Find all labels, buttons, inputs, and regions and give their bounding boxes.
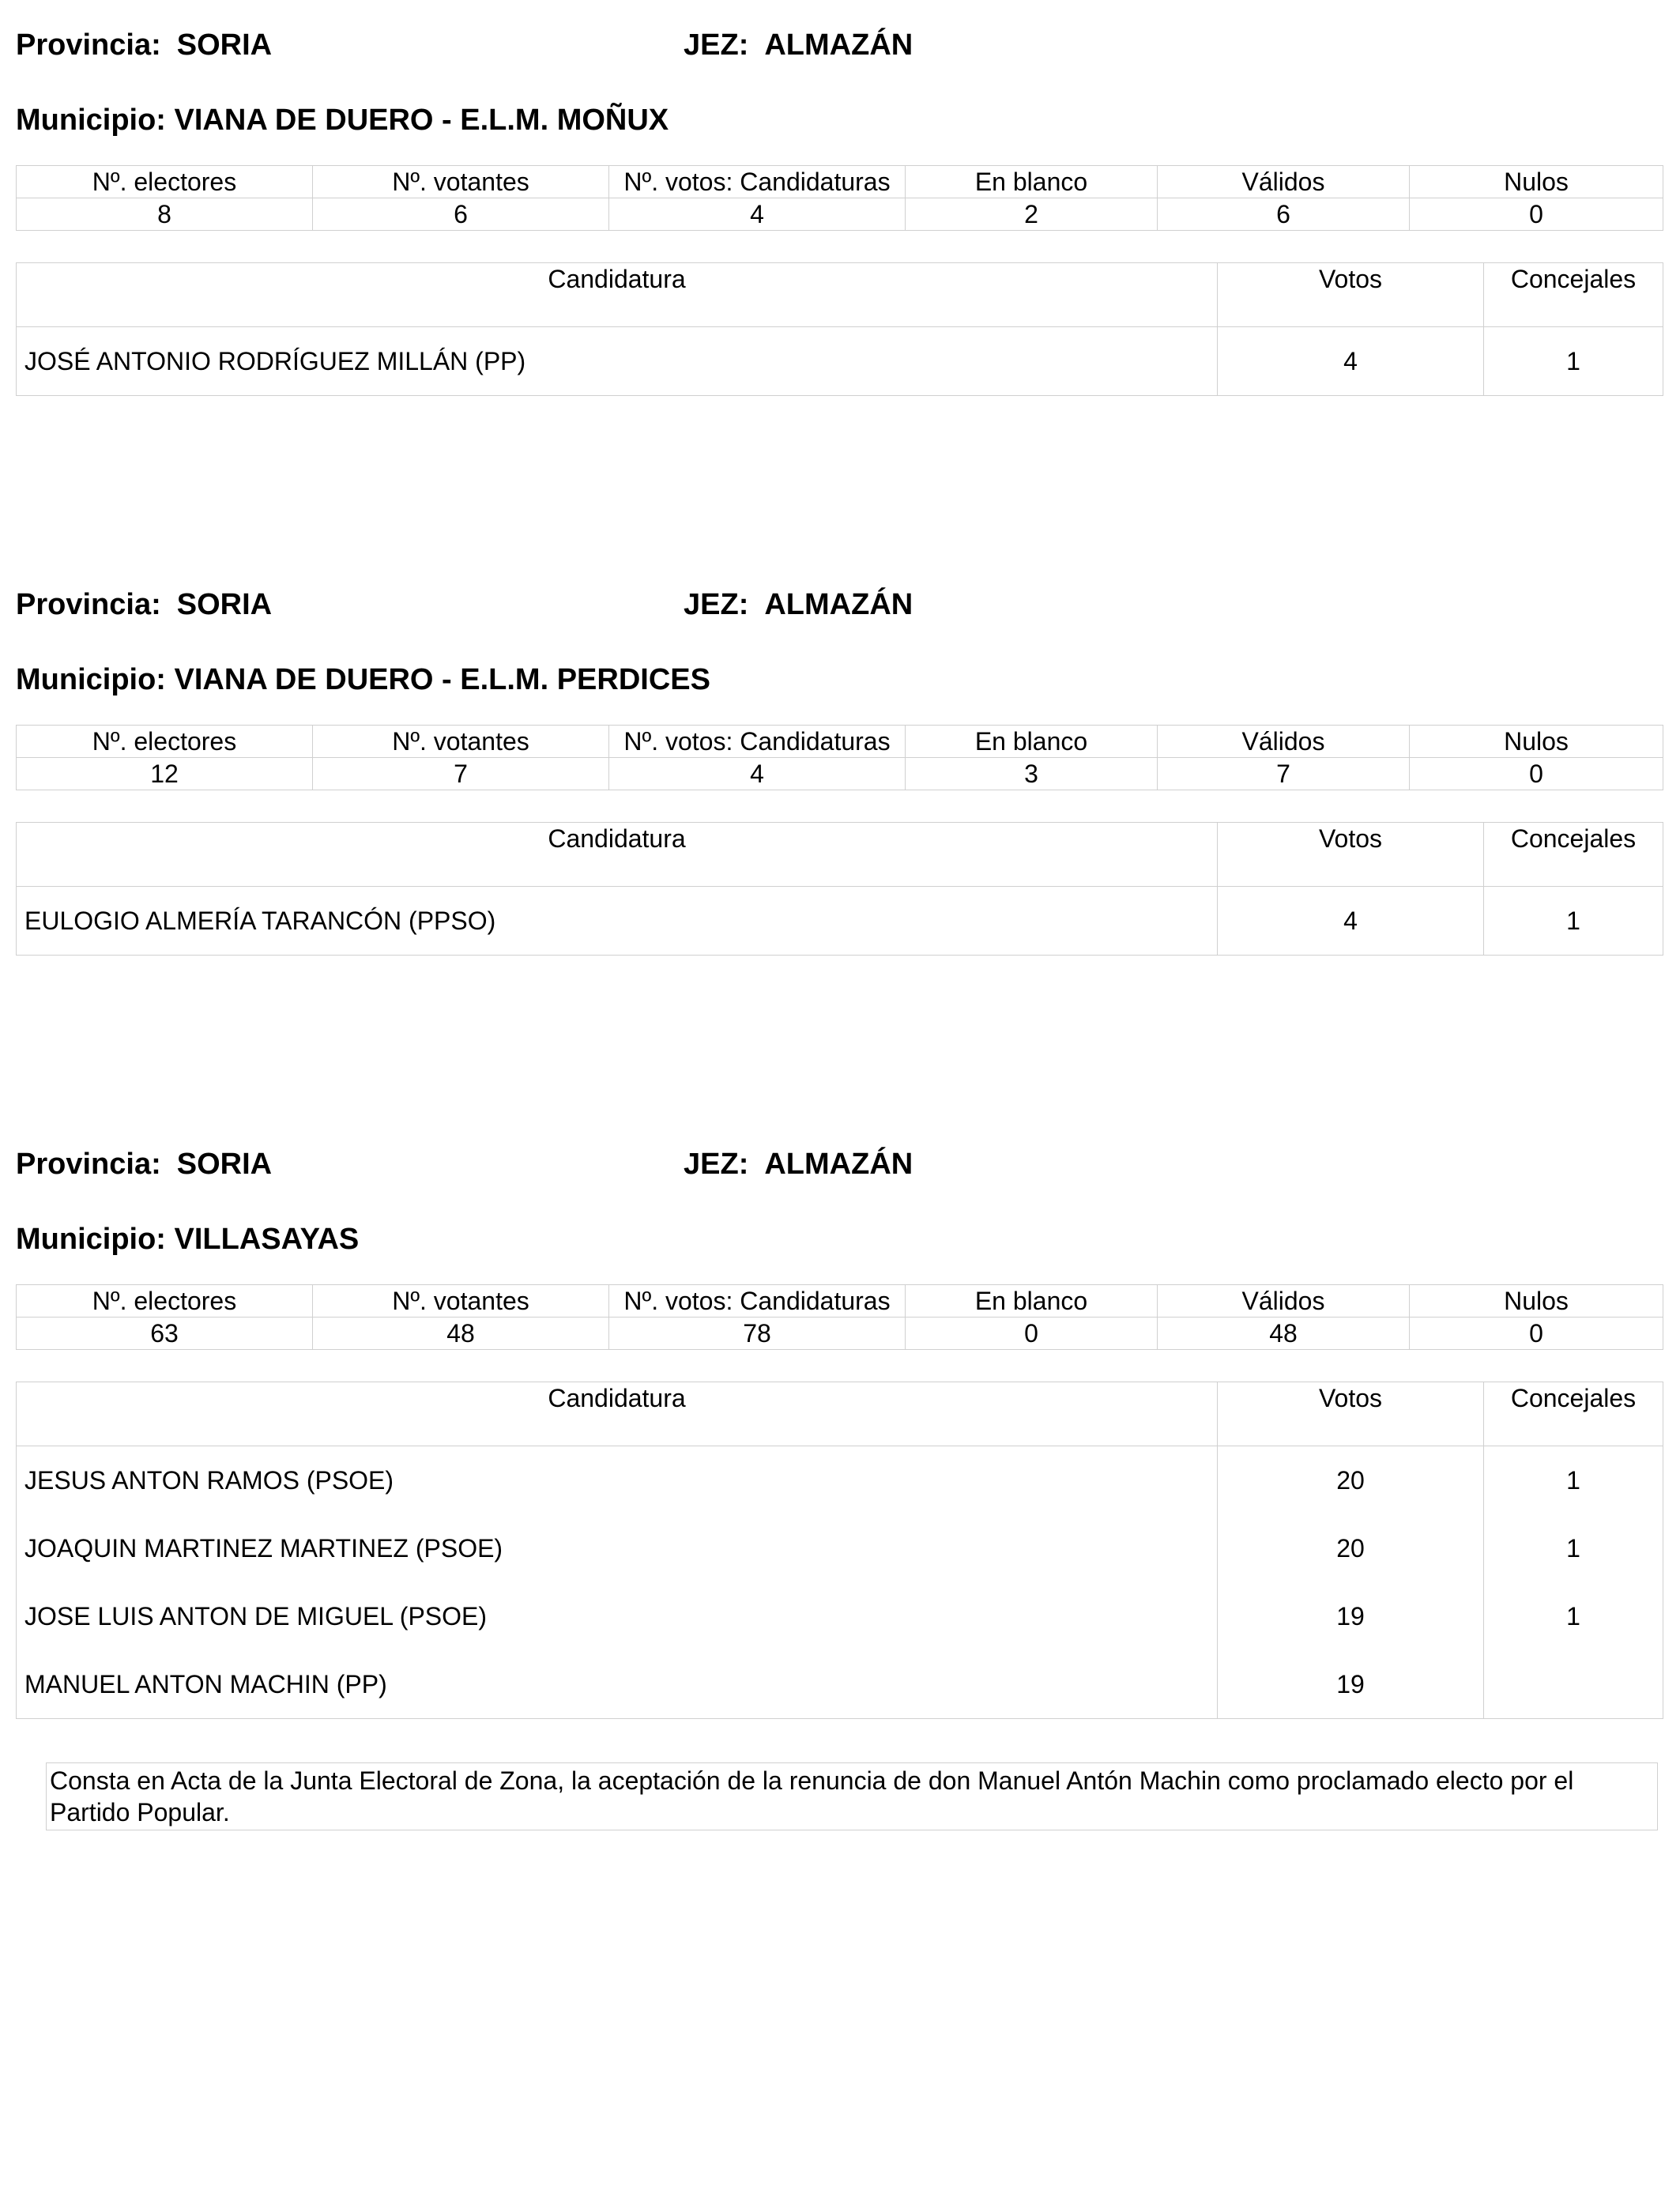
jez-line — [684, 581, 913, 628]
col-candidatura: Candidatura — [17, 1382, 1218, 1446]
col-candidatura: Candidatura — [17, 263, 1218, 327]
candidates-header-row — [17, 263, 1663, 327]
jez-value: ALMAZÁN — [764, 1148, 913, 1181]
provincia-value: SORIA — [176, 1148, 273, 1181]
stat-label-votos-candidaturas: Nº. votos: Candidaturas — [609, 1285, 906, 1318]
candidate-concejales: 1 — [1484, 327, 1663, 396]
candidate-concejales: 1 — [1484, 887, 1663, 956]
jez-value: ALMAZÁN — [764, 28, 913, 62]
candidates-header-row — [17, 823, 1663, 887]
candidate-votos: 20 — [1218, 1514, 1484, 1582]
stats-header-row — [17, 1285, 1663, 1318]
candidate-row — [17, 887, 1663, 956]
stat-value-nulos: 0 — [1410, 198, 1663, 231]
stat-label-validos: Válidos — [1158, 1285, 1410, 1318]
stat-label-validos: Válidos — [1158, 726, 1410, 758]
stat-label-nulos: Nulos — [1410, 1285, 1663, 1318]
municipio-label: Municipio: — [16, 1223, 166, 1256]
municipio-line — [16, 96, 669, 144]
provincia-line — [16, 581, 272, 628]
candidate-name: JOSÉ ANTONIO RODRÍGUEZ MILLÁN (PP) — [17, 327, 1218, 396]
provincia-label: Provincia: — [16, 28, 161, 62]
stat-label-electores: Nº. electores — [17, 166, 313, 198]
stats-value-row — [17, 1318, 1663, 1350]
stats-header-row — [17, 726, 1663, 758]
candidate-votos: 19 — [1218, 1582, 1484, 1650]
stat-value-votos-candidaturas: 4 — [609, 758, 906, 790]
candidate-name: EULOGIO ALMERÍA TARANCÓN (PPSO) — [17, 887, 1218, 956]
candidates-header-row — [17, 1382, 1663, 1446]
candidate-name: MANUEL ANTON MACHIN (PP) — [17, 1650, 1218, 1719]
stat-value-electores: 63 — [17, 1318, 313, 1350]
stat-value-votos-candidaturas: 4 — [609, 198, 906, 231]
provincia-label: Provincia: — [16, 1148, 161, 1181]
jez-label: JEZ: — [684, 28, 749, 62]
candidates-table — [16, 822, 1663, 956]
stat-label-en-blanco: En blanco — [906, 1285, 1158, 1318]
stats-table — [16, 725, 1663, 790]
stat-label-nulos: Nulos — [1410, 726, 1663, 758]
stat-label-validos: Válidos — [1158, 166, 1410, 198]
candidate-votos: 20 — [1218, 1446, 1484, 1515]
stat-label-en-blanco: En blanco — [906, 166, 1158, 198]
col-candidatura: Candidatura — [17, 823, 1218, 887]
candidates-table — [16, 262, 1663, 396]
stat-value-en-blanco: 3 — [906, 758, 1158, 790]
candidate-row — [17, 1650, 1663, 1719]
municipio-value: VIANA DE DUERO - E.L.M. MOÑUX — [174, 104, 669, 137]
candidate-concejales — [1484, 1650, 1663, 1719]
col-concejales: Concejales — [1484, 263, 1663, 327]
jez-line — [684, 1140, 913, 1188]
col-votos: Votos — [1218, 1382, 1484, 1446]
col-votos: Votos — [1218, 823, 1484, 887]
stats-value-row — [17, 758, 1663, 790]
col-concejales: Concejales — [1484, 823, 1663, 887]
stats-header-row — [17, 166, 1663, 198]
stat-label-votos-candidaturas: Nº. votos: Candidaturas — [609, 726, 906, 758]
stat-value-electores: 12 — [17, 758, 313, 790]
stat-label-votantes: Nº. votantes — [313, 166, 609, 198]
candidate-row — [17, 327, 1663, 396]
provincia-line — [16, 21, 272, 69]
candidate-concejales: 1 — [1484, 1514, 1663, 1582]
candidate-name: JOAQUIN MARTINEZ MARTINEZ (PSOE) — [17, 1514, 1218, 1582]
stat-value-votantes: 48 — [313, 1318, 609, 1350]
provincia-value: SORIA — [176, 28, 273, 62]
stat-value-nulos: 0 — [1410, 758, 1663, 790]
stat-value-nulos: 0 — [1410, 1318, 1663, 1350]
jez-value: ALMAZÁN — [764, 588, 913, 621]
provincia-line — [16, 1140, 272, 1188]
stat-value-validos: 7 — [1158, 758, 1410, 790]
stat-label-votantes: Nº. votantes — [313, 1285, 609, 1318]
stat-label-votantes: Nº. votantes — [313, 726, 609, 758]
candidate-name: JESUS ANTON RAMOS (PSOE) — [17, 1446, 1218, 1515]
stat-label-electores: Nº. electores — [17, 726, 313, 758]
municipio-label: Municipio: — [16, 663, 166, 696]
stat-value-electores: 8 — [17, 198, 313, 231]
stats-table — [16, 1284, 1663, 1350]
municipio-line — [16, 656, 710, 703]
municipio-value: VIANA DE DUERO - E.L.M. PERDICES — [174, 663, 710, 696]
provincia-value: SORIA — [176, 588, 273, 621]
candidate-votos: 4 — [1218, 887, 1484, 956]
candidate-row — [17, 1582, 1663, 1650]
jez-label: JEZ: — [684, 588, 749, 621]
stat-value-en-blanco: 2 — [906, 198, 1158, 231]
stat-label-electores: Nº. electores — [17, 1285, 313, 1318]
candidate-concejales: 1 — [1484, 1446, 1663, 1515]
provincia-label: Provincia: — [16, 588, 161, 621]
candidate-votos: 19 — [1218, 1650, 1484, 1719]
stat-value-votos-candidaturas: 78 — [609, 1318, 906, 1350]
stat-label-en-blanco: En blanco — [906, 726, 1158, 758]
stat-label-votos-candidaturas: Nº. votos: Candidaturas — [609, 166, 906, 198]
stats-table — [16, 165, 1663, 231]
jez-line — [684, 21, 913, 69]
stat-value-votantes: 7 — [313, 758, 609, 790]
candidate-row — [17, 1446, 1663, 1515]
candidate-row — [17, 1514, 1663, 1582]
col-concejales: Concejales — [1484, 1382, 1663, 1446]
municipio-line — [16, 1216, 359, 1263]
jez-label: JEZ: — [684, 1148, 749, 1181]
candidate-concejales: 1 — [1484, 1582, 1663, 1650]
stats-value-row — [17, 198, 1663, 231]
candidate-votos: 4 — [1218, 327, 1484, 396]
stat-value-votantes: 6 — [313, 198, 609, 231]
stat-value-en-blanco: 0 — [906, 1318, 1158, 1350]
municipio-label: Municipio: — [16, 104, 166, 137]
renuncia-note: Consta en Acta de la Junta Electoral de Zona, la aceptación de la renuncia de don Manuel Antón Machin como proclamado electo por el Partido Popular. — [46, 1762, 1658, 1830]
candidates-table — [16, 1382, 1663, 1719]
municipio-value: VILLASAYAS — [174, 1223, 360, 1256]
stat-label-nulos: Nulos — [1410, 166, 1663, 198]
candidate-name: JOSE LUIS ANTON DE MIGUEL (PSOE) — [17, 1582, 1218, 1650]
stat-value-validos: 48 — [1158, 1318, 1410, 1350]
stat-value-validos: 6 — [1158, 198, 1410, 231]
col-votos: Votos — [1218, 263, 1484, 327]
